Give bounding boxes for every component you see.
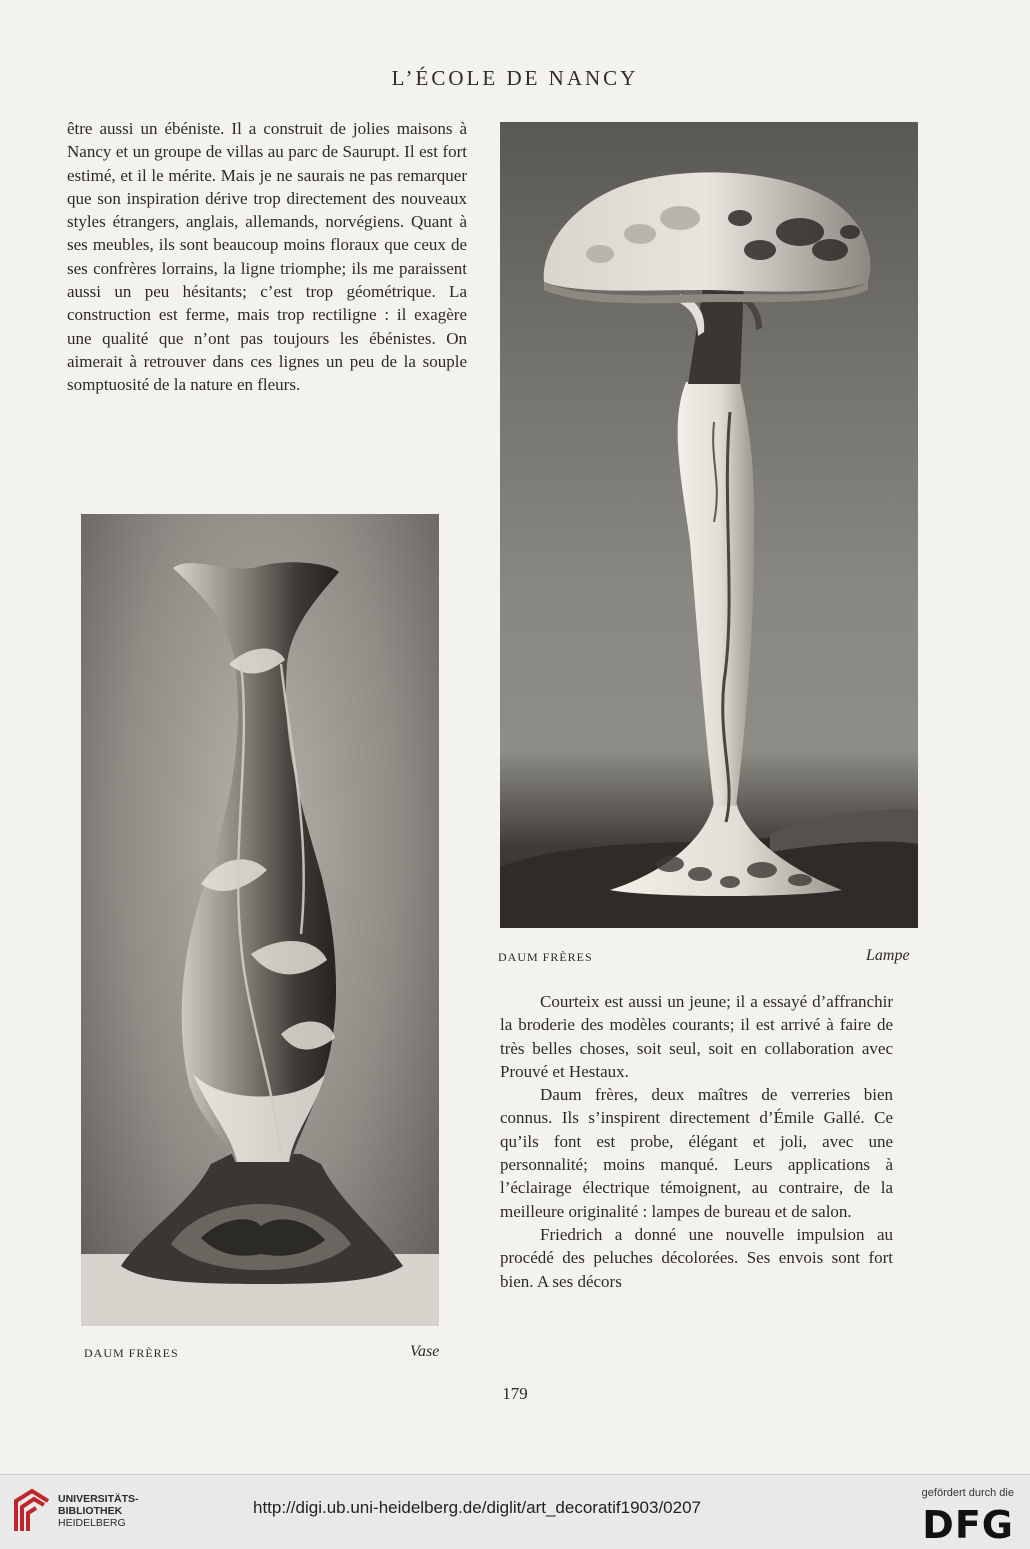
right-paragraph: Daum frères, deux maîtres de verreries bien connus. Ils s’inspirent directement d’Émile Gallé. Ce qu’ils font est probe, élégant et joli, avec une personnalité; moins manqué. Leurs applications à l’éclairage électrique témoignent, au contraire, de la meilleure originalité : lampes de bureau et de salon. (500, 1085, 893, 1221)
left-paragraph: être aussi un ébéniste. Il a construit de jolies maisons à Nancy et un groupe de villas au parc de Saurupt. Il est fort estimé, et il le mérite. Mais je ne saurais ne pas remarquer que son inspiration dérive trop directement des nouveaux styles étrangers, anglais, allemands, norvégiens. Quant à ses meubles, ils sont beaucoup moins floraux que ceux de ses confrères lorrains, la ligne triomphe; ils me paraissent aussi un peu hésitants; c’est trop géométrique. La construction est ferme, mais trop rectiligne : il exagère une qualité que n’ont pas toujours les ébénistes. On aimerait à retrouver dans ces lignes un peu de la souple somptuosité de la nature en fleurs. (67, 119, 467, 395)
viewer-footer (0, 1474, 1030, 1549)
dfg-logo[interactable]: DFG (922, 1503, 1014, 1547)
library-name-line: BIBLIOTHEK (58, 1505, 123, 1517)
page-number: 179 (502, 1384, 528, 1403)
right-paragraph: Courteix est aussi un jeune; il a essayé d’affranchir la broderie des modèles courants; il est arrivé à faire de très belles choses, soit seul, soit en collaboration avec Prouvé et Hestaux. (500, 992, 893, 1081)
library-logo-icon[interactable] (12, 1487, 52, 1533)
library-name[interactable] (58, 1493, 139, 1529)
vase-illustration (81, 514, 439, 1326)
vase-photograph (81, 514, 439, 1326)
lamp-photograph (500, 122, 918, 928)
permalink-url[interactable]: http://digi.ub.uni-heidelberg.de/diglit/art_decoratif1903/0207 (253, 1498, 701, 1517)
library-name-line: HEIDELBERG (58, 1517, 126, 1529)
vase-caption-maker: DAUM FRÈRES (84, 1346, 179, 1360)
lamp-caption-maker: DAUM FRÈRES (498, 950, 593, 964)
lamp-illustration (500, 122, 918, 928)
left-column-text (67, 117, 467, 397)
running-head: L’ÉCOLE DE NANCY (391, 66, 639, 90)
right-column-text (500, 990, 893, 1293)
funded-by-label: gefördert durch die (921, 1487, 1014, 1499)
lamp-caption-title: Lampe (866, 947, 910, 964)
vase-caption-title: Vase (410, 1343, 440, 1360)
right-paragraph: Friedrich a donné une nouvelle impulsion au procédé des peluches décolorées. Ses envois sont fort bien. A ses décors (500, 1224, 893, 1291)
library-name-line: UNIVERSITÄTS- (58, 1493, 139, 1505)
